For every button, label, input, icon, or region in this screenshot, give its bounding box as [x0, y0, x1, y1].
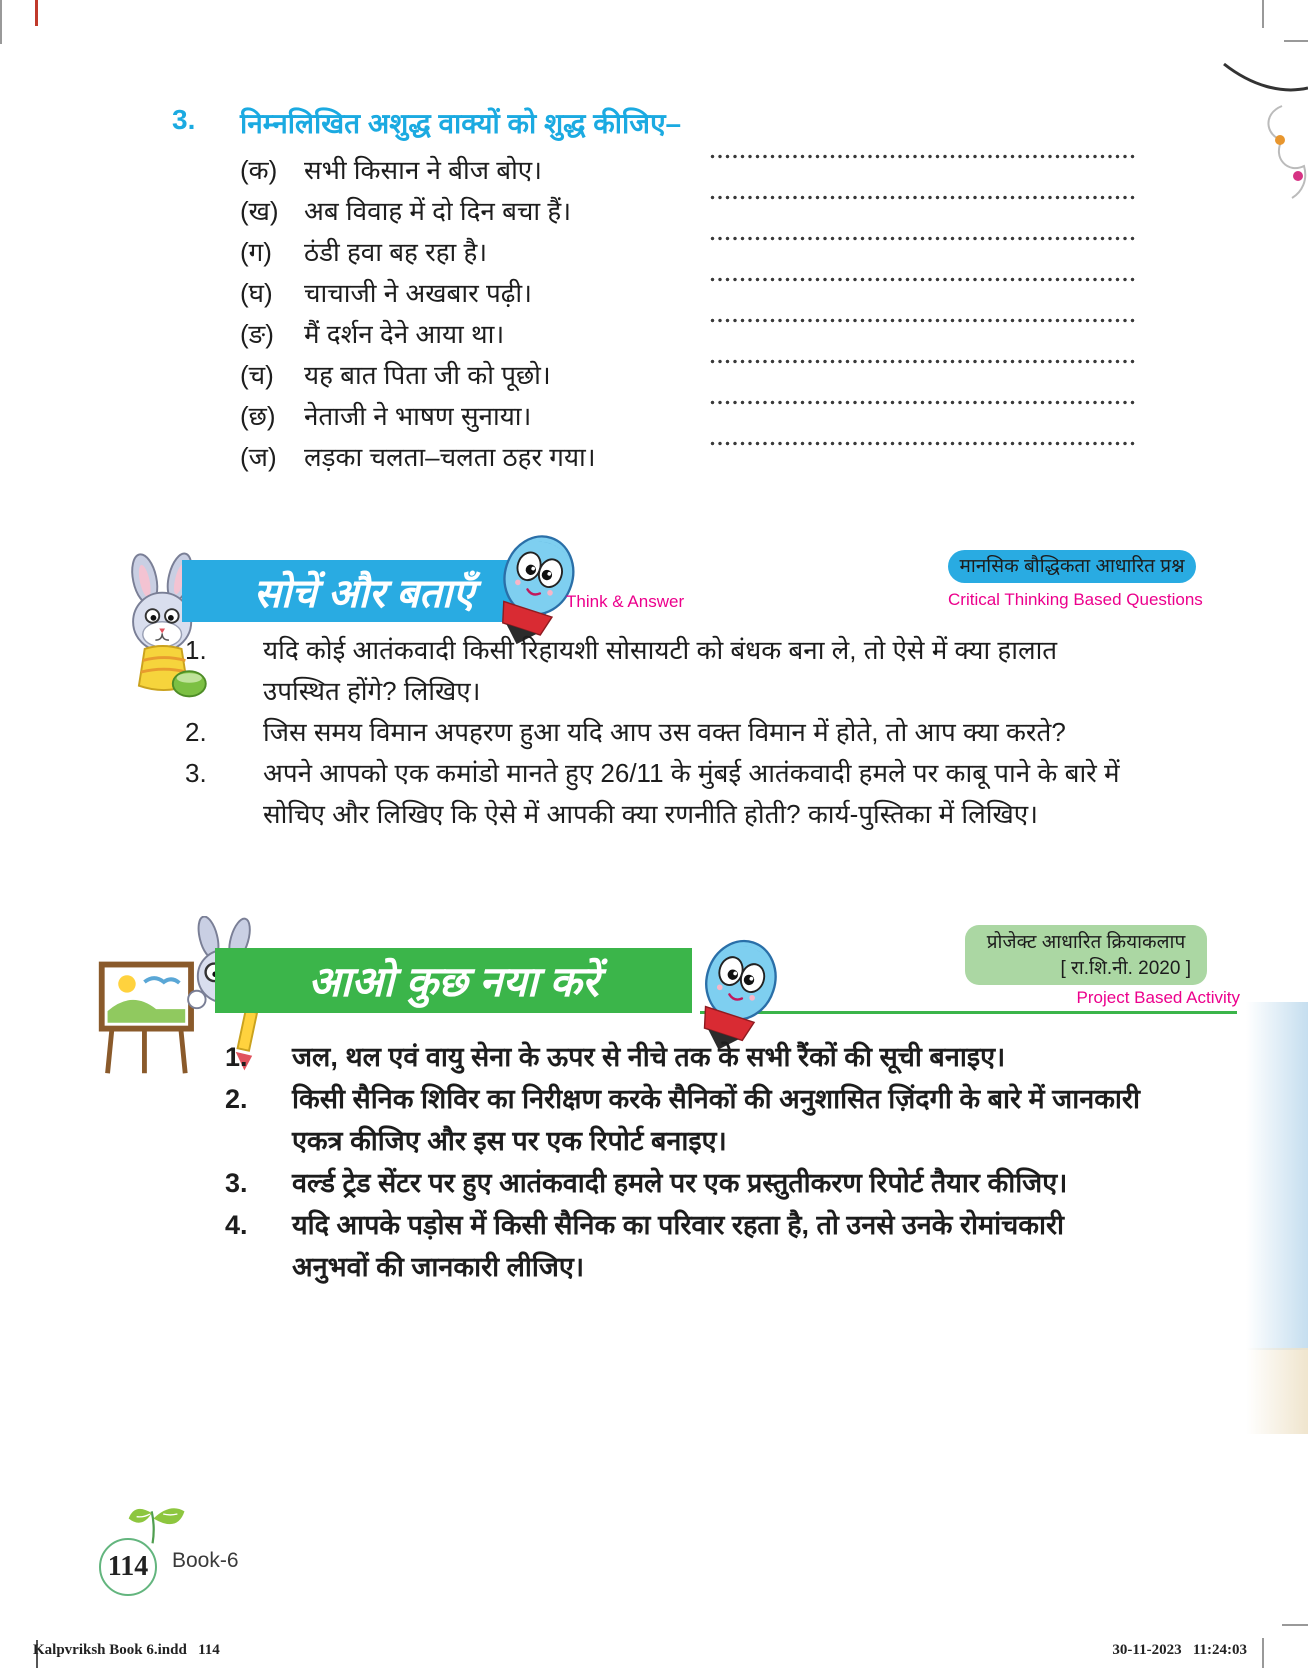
page-edge-tint-blue: [1246, 1002, 1308, 1350]
answer-line: [710, 236, 1137, 241]
question-number: 3.: [185, 758, 207, 788]
item-label: (ज): [240, 442, 277, 472]
answer-line: [710, 359, 1137, 364]
item-label: (ङ): [240, 319, 274, 349]
activity-item: [225, 1078, 1145, 1162]
crop-mark-bottom-right-v: [1262, 1638, 1264, 1668]
exercise-item: [240, 352, 1137, 393]
crop-mark-bottom-right-h: [1282, 1624, 1308, 1626]
think-answer-questions: [185, 630, 1140, 835]
exercise-item: [240, 434, 1137, 475]
answer-line: [710, 154, 1137, 159]
question: [185, 753, 1140, 835]
print-footer-filename: Kalpvriksh Book 6.indd 114: [33, 1642, 220, 1658]
exercise-item-list: [240, 147, 1137, 475]
category-badge: [965, 925, 1207, 985]
item-text: यदि आपके पड़ोस में किसी सैनिक का परिवार रहता है, तो उनसे उनके रोमांचकारी अनुभवों की जानकारी लीजिए।: [292, 1210, 1065, 1282]
badge-line-1: प्रोजेक्ट आधारित क्रियाकलाप: [986, 932, 1186, 953]
question-text: अपने आपको एक कमांडो मानते हुए 26/11 के मुंबई आतंकवादी हमले पर काबू पाने के बारे में सोचिए और लिखिए कि ऐसे में आपकी क्या रणनीति होती? कार्य-पुस्तिका में लिखिए।: [263, 758, 1120, 829]
answer-line: [710, 400, 1137, 405]
answer-line: [710, 441, 1137, 446]
exercise-item: [240, 229, 1137, 270]
question: [185, 630, 1140, 712]
item-text: नेताजी ने भाषण सुनाया।: [304, 401, 532, 431]
activity-item: [225, 1204, 1145, 1288]
crop-mark-top-left: [35, 0, 38, 26]
print-footer-timestamp: 30-11-2023 11:24:03: [1112, 1642, 1247, 1658]
item-text: अब विवाह में दो दिन बचा हैं।: [304, 196, 572, 226]
question: [185, 712, 1140, 753]
question-number: 1.: [185, 635, 207, 665]
category-badge-subtitle: Project Based Activity: [1076, 988, 1240, 1007]
item-label: (च): [240, 360, 274, 390]
item-label: (ख): [240, 196, 279, 226]
item-text: ठंडी हवा बह रहा है।: [304, 237, 488, 267]
exercise-heading-row: [172, 104, 681, 142]
answer-line: [710, 277, 1137, 282]
item-text: किसी सैनिक शिविर का निरीक्षण करके सैनिकों की अनुशासित ज़िंदगी के बारे में जानकारी एकत्र कीजिए और इस पर एक रिपोर्ट बनाइए।: [292, 1084, 1140, 1156]
crop-mark-top-right-v: [1262, 0, 1264, 28]
page-number-badge: [99, 1538, 157, 1596]
item-label: (क): [240, 155, 278, 185]
item-label: (ग): [240, 237, 272, 267]
item-text: वर्ल्ड ट्रेड सेंटर पर हुए आतंकवादी हमले पर एक प्रस्तुतीकरण रिपोर्ट तैयार कीजिए।: [292, 1168, 1068, 1198]
exercise-item: [240, 270, 1137, 311]
banner-subtitle: Think & Answer: [566, 592, 685, 611]
item-number: 4.: [225, 1210, 248, 1240]
question-text: यदि कोई आतंकवादी किसी रिहायशी सोसायटी को बंधक बना ले, तो ऐसे में क्या हालात उपस्थित होंगे? लिखिए।: [263, 635, 1058, 706]
project-activity-items: [225, 1036, 1145, 1288]
exercise-item: [240, 147, 1137, 188]
badge-line-2: [ रा.शि.नी. 2020 ]: [1060, 958, 1191, 979]
item-number: 3.: [225, 1168, 248, 1198]
book-label: Book-6: [172, 1549, 239, 1572]
page-number: 114: [107, 1551, 149, 1582]
crop-mark-left-edge: [0, 0, 2, 44]
item-text: जल, थल एवं वायु सेना के ऊपर से नीचे तक के सभी रैंकों की सूची बनाइए।: [292, 1042, 1006, 1072]
exercise-heading: निम्नलिखित अशुद्ध वाक्यों को शुद्ध कीजिए–: [240, 108, 682, 139]
category-badge: मानसिक बौद्धिकता आधारित प्रश्न: [948, 550, 1196, 583]
question-text: जिस समय विमान अपहरण हुआ यदि आप उस वक्त विमान में होते, तो आप क्या करते?: [263, 717, 1066, 747]
item-text: चाचाजी ने अखबार पढ़ी।: [304, 278, 532, 308]
section-banner-title: आओ कुछ नया करें: [308, 958, 599, 1005]
item-text: लड़का चलता–चलता ठहर गया।: [304, 442, 596, 472]
item-text: सभी किसान ने बीज बोए।: [304, 155, 543, 185]
item-label: (घ): [240, 278, 273, 308]
exercise-item: [240, 188, 1137, 229]
item-label: (छ): [240, 401, 276, 431]
category-badge-subtitle: Critical Thinking Based Questions: [948, 590, 1203, 609]
project-activity-banner: [215, 948, 692, 1013]
question-number: 2.: [185, 717, 207, 747]
item-number: 1.: [225, 1042, 248, 1072]
corner-sketch-illustration: [1222, 36, 1308, 206]
page-edge-tint-cream: [1246, 1348, 1308, 1434]
activity-item: [225, 1162, 1145, 1204]
answer-line: [710, 318, 1137, 323]
section-banner-title: सोचें और बताएँ: [253, 571, 475, 616]
answer-line: [710, 195, 1137, 200]
exercise-item: [240, 393, 1137, 434]
item-text: यह बात पिता जी को पूछो।: [304, 360, 551, 390]
item-number: 2.: [225, 1084, 248, 1114]
item-text: मैं दर्शन देने आया था।: [304, 319, 505, 349]
activity-item: [225, 1036, 1145, 1078]
exercise-number: 3.: [172, 104, 196, 135]
exercise-item: [240, 311, 1137, 352]
